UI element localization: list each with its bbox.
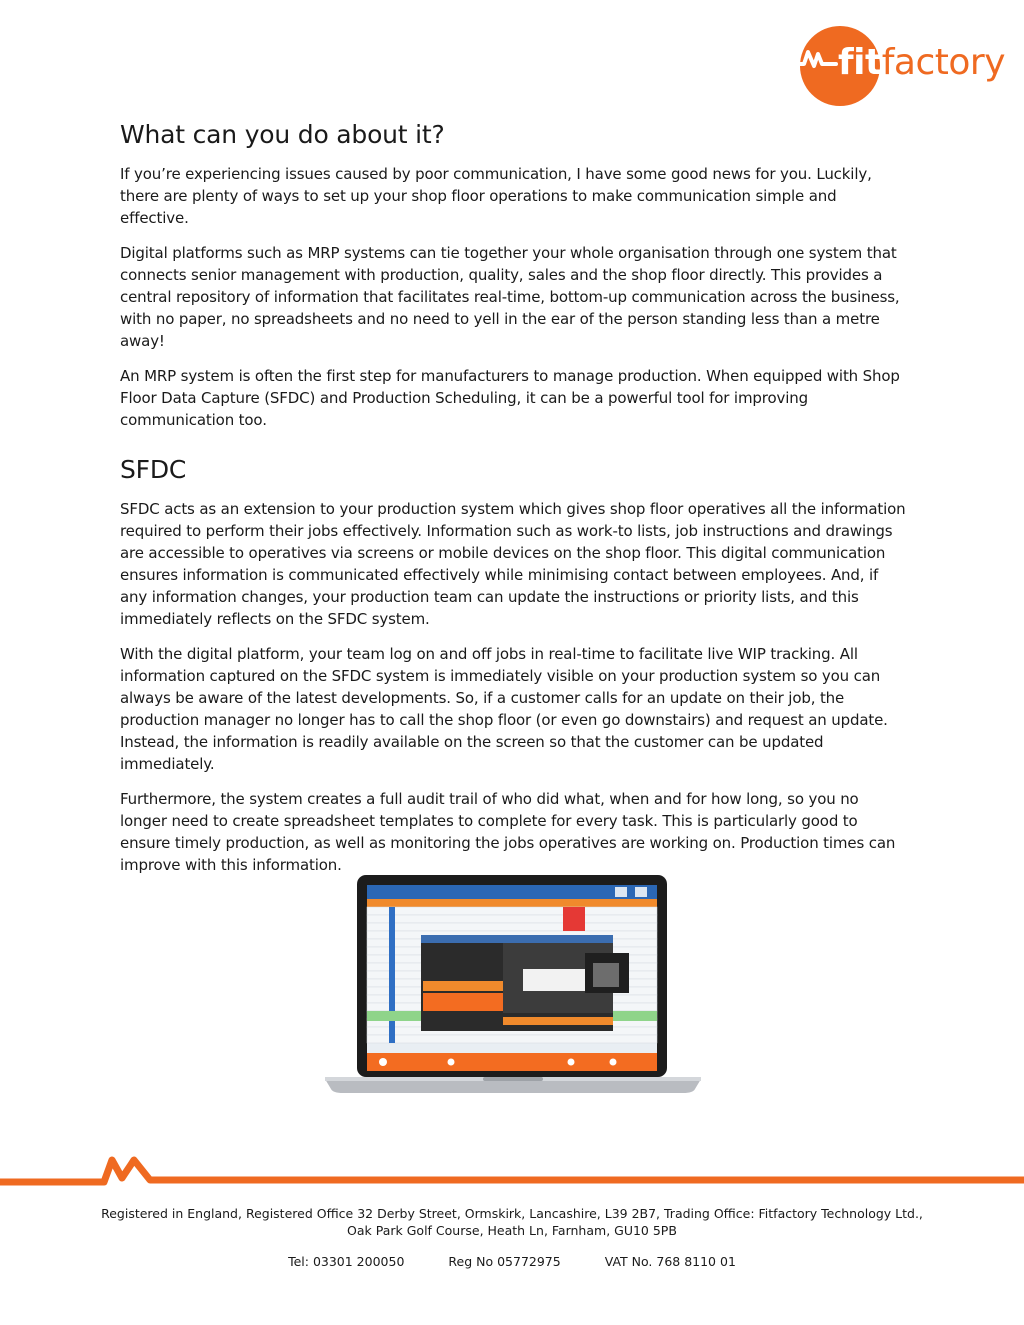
paragraph: Furthermore, the system creates a full audit trail of who did what, when and for how long, so you no longer need to create spreadsheet templates to complete for every task. This is particularly good to ensure timely production, as well as monitoring the jobs operatives are working on. Production times can improve with this information. (120, 790, 896, 874)
paragraph: An MRP system is often the first step for manufacturers to manage production. When equipped with Shop Floor Data Capture (SFDC) and Production Scheduling, it can be a powerful tool for improving communication too. (120, 367, 900, 429)
heading-sfdc: SFDC (120, 455, 187, 484)
paragraph: If you’re experiencing issues caused by poor communication, I have some good news for you. Luckily, there are plenty of ways to set up your shop floor operations to make communication simple and effective. (120, 165, 872, 227)
paragraph: With the digital platform, your team log on and off jobs in real-time to facilitate live WIP tracking. All information captured on the SFDC system is immediately visible on your production system so you can always be aware of the latest developments. So, if a customer calls for an update on their job, the production manager no longer has to call the shop floor (or even go downstairs) and request an update. Instead, the information is readily available on the screen so that the customer can be updated immediately. (120, 645, 888, 773)
laptop-sfdc-screenshot-image (323, 873, 703, 1095)
paragraph: SFDC acts as an extension to your production system which gives shop floor operatives all the information required to perform their jobs effectively. Information such as work-to lists, job instructions and drawings are accessible to operatives via screens or mobile devices on the shop floor. This digital communication ensures information is communicated effectively while minimising contact between employees. And, if any information changes, your production team can update the instructions or priority lists, and this immediately reflects on the SFDC system. (120, 500, 906, 628)
footer-tel: Tel: 03301 200050 (288, 1254, 405, 1269)
footer-line2: Oak Park Golf Course, Heath Ln, Farnham, GU10 5PB (347, 1223, 677, 1238)
article-body (120, 120, 906, 889)
heading-what-can-you-do: What can you do about it? (120, 120, 445, 149)
footer-orange-wave-line (0, 1152, 1024, 1188)
footer-reg: Reg No 05772975 (448, 1254, 561, 1269)
footer-line1: Registered in England, Registered Office 32 Derby Street, Ormskirk, Lancashire, L39 2B7, Trading Office: Fitfactory Technology Ltd., (101, 1206, 923, 1221)
footer-vat: VAT No. 768 8110 01 (604, 1254, 736, 1269)
footer-address (0, 1205, 1024, 1239)
footer-contact (0, 1254, 1024, 1269)
paragraph: Digital platforms such as MRP systems can tie together your whole organisation through one system that connects senior management with production, quality, sales and the shop floor directly. This provides a central repository of information that facilitates real-time, bottom-up communication across the business, with no paper, no spreadsheets and no need to yell in the ear of the person standing less than a metre away! (120, 244, 900, 350)
logo-wordmark: fitfactory (838, 42, 1005, 83)
fitfactory-logo (796, 26, 1006, 108)
